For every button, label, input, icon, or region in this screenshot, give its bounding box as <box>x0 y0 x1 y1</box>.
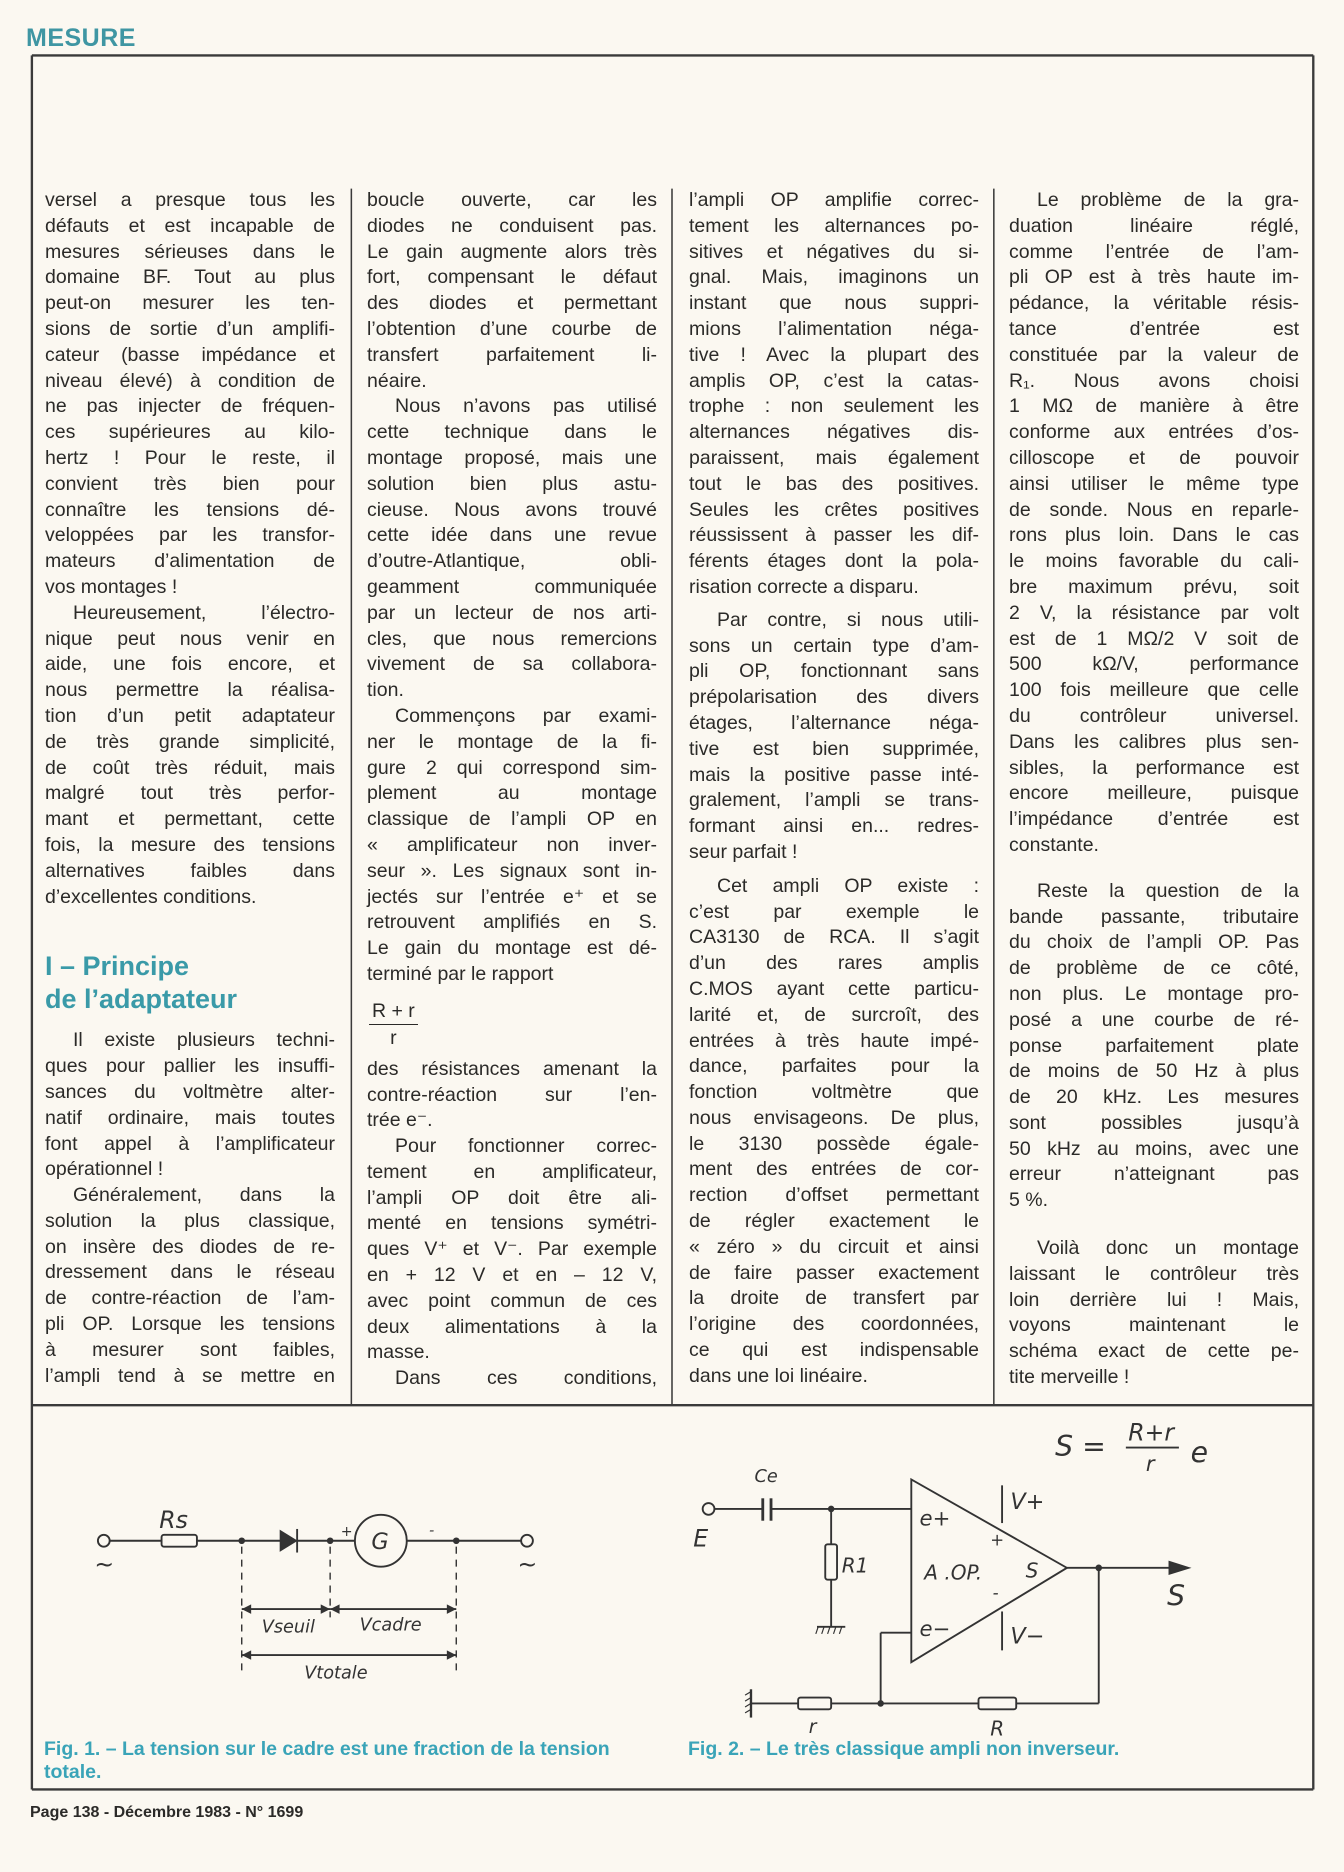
text-line: pli OP, fonctionnant sans <box>689 660 979 683</box>
text-line: vivement de sa collabora- <box>367 653 657 676</box>
text-line: tement en amplificateur, <box>367 1160 657 1183</box>
text-line: de très grande simplicité, <box>45 730 335 753</box>
text-line: c’est par exemple le <box>689 900 979 923</box>
text-line: on insère des diodes de re- <box>45 1235 335 1258</box>
text-line: fonction voltmètre que <box>689 1081 979 1104</box>
text-line: trée e⁻. <box>367 1109 433 1132</box>
label-r1: R1 <box>841 1553 869 1578</box>
text-line: Nous n’avons pas utilisé <box>395 395 657 418</box>
text-line: tive est bien supprimée, <box>689 737 979 760</box>
label-plus: + <box>990 1530 1005 1550</box>
text-line: la droite de transfert par <box>689 1287 979 1310</box>
text-line: diodes ne conduisent pas. <box>367 214 657 237</box>
text-line: seur ». Les signaux sont in- <box>367 859 657 882</box>
text-line: alternances négatives dis- <box>689 421 979 444</box>
text-line: tance d’entrée est <box>1009 317 1299 340</box>
text-line: menté en tensions symétri- <box>367 1212 657 1235</box>
text-line: cieuse. Nous avons trouvé <box>367 498 657 521</box>
text-line: de coût très réduit, mais <box>45 756 335 779</box>
text-line: font appel à l’amplificateur <box>45 1132 335 1155</box>
label-minus: - <box>992 1583 999 1603</box>
text-line: schéma exact de cette pe- <box>1009 1340 1299 1363</box>
text-line: fort, compensant le défaut <box>367 266 657 289</box>
text-line: solution la plus classique, <box>45 1209 335 1232</box>
heading-line: de l’adaptateur <box>45 984 238 1015</box>
text-line: Le gain augmente alors très <box>367 240 657 263</box>
label-plus: + <box>340 1524 353 1541</box>
text-line: ner le montage de la fi- <box>367 730 657 753</box>
label-vtotale: Vtotale <box>304 1663 368 1684</box>
label-vseuil: Vseuil <box>261 1617 315 1638</box>
text-line: sibles, la performance est <box>1009 756 1299 779</box>
text-line: ne pas injecter de fréquen- <box>45 395 335 418</box>
text-line: ment des entrées de cor- <box>689 1158 979 1181</box>
label-v-plus: V+ <box>1010 1488 1045 1515</box>
text-line: posé a une courbe de ré- <box>1009 1008 1299 1031</box>
text-line: de faire passer exactement <box>689 1261 979 1284</box>
text-line: en + 12 V et en – 12 V, <box>367 1264 657 1287</box>
label-aop: A .OP. <box>924 1560 983 1585</box>
text-line: retrouvent amplifiés en S. <box>367 911 657 934</box>
section-rubric: MESURE <box>26 24 136 52</box>
figure-2-caption: Fig. 2. – Le très classique ampli non inverseur. <box>688 1738 1120 1760</box>
text-line: gure 2 qui correspond sim- <box>367 756 657 779</box>
text-line: jectés sur l’entrée e⁺ et se <box>367 885 657 908</box>
input-terminal-e <box>703 1503 715 1515</box>
text-line: CA3130 de RCA. Il s’agit <box>689 926 979 949</box>
text-line: contre-réaction sur l’en- <box>367 1083 657 1106</box>
text-line: d’un des rares amplis <box>689 952 979 975</box>
text-line: mesures sérieuses dans le <box>45 240 335 263</box>
text-line: domaine BF. Tout au plus <box>45 266 335 289</box>
text-line: Seules les crêtes positives <box>689 498 979 521</box>
text-line: tout le bas des positives. <box>689 472 979 495</box>
text-line: l’ampli tend à se mettre en <box>45 1364 335 1387</box>
text-line: C.MOS ayant cette particu- <box>689 977 979 1000</box>
formula-e: e <box>1190 1435 1209 1469</box>
formula-denominator: r <box>1145 1452 1155 1478</box>
text-line: plement au montage <box>367 782 657 805</box>
text-line: « zéro » du circuit et ainsi <box>689 1235 979 1258</box>
text-line: constituée par la valeur de <box>1009 343 1299 366</box>
text-line: d’outre-Atlantique, obli- <box>367 550 657 573</box>
label-big-r: R <box>990 1716 1005 1741</box>
text-line: sitives et négatives du si- <box>689 240 979 263</box>
text-line: par un lecteur de nos arti- <box>367 601 657 624</box>
text-line: nous permettre la réalisa- <box>45 679 335 702</box>
text-line: veloppées par les transfor- <box>45 524 335 547</box>
text-line: solution bien plus astu- <box>367 472 657 495</box>
figure-1-schematic <box>94 1506 537 1684</box>
text-line: duation linéaire réglé, <box>1009 214 1299 237</box>
text-line: cette idée dans une revue <box>367 524 657 547</box>
text-line: dans une loi linéaire. <box>689 1364 868 1387</box>
label-e-minus: e− <box>919 1617 951 1643</box>
figure-2-schematic <box>693 1419 1208 1741</box>
text-line: défauts et est incapable de <box>45 214 335 237</box>
text-line: Le gain du montage est dé- <box>367 937 657 960</box>
text-line: l’origine des coordonnées, <box>689 1313 979 1336</box>
figure-1-caption: Fig. 1. – La tension sur le cadre est une fraction de la tension totale. <box>44 1738 610 1783</box>
output-arrow <box>1169 1562 1188 1574</box>
label-small-r: r <box>808 1715 817 1738</box>
page-footer: Page 138 - Décembre 1983 - N° 1699 <box>30 1804 304 1821</box>
text-line: montage proposé, mais une <box>367 446 657 469</box>
text-line: « amplificateur non inver- <box>367 833 657 856</box>
text-line: dressement dans le réseau <box>45 1261 335 1284</box>
text-line: peut-on mesurer les ten- <box>45 292 335 315</box>
text-line: du choix de l’ampli OP. Pas <box>1009 931 1299 954</box>
text-line: férents étages dont la pola- <box>689 550 979 573</box>
text-line: cette technique dans le <box>367 421 657 444</box>
text-line: le 3130 possède égale- <box>689 1132 979 1155</box>
label-e-plus: e+ <box>919 1506 951 1532</box>
text-line: bre maximum prévu, soit <box>1009 575 1299 598</box>
text-line: étages, l’alternance néga- <box>689 711 979 734</box>
text-line: l’ampli OP amplifie correc- <box>689 189 979 211</box>
text-line: sons un certain type d’am- <box>689 634 979 657</box>
text-line: deux alimentations à la <box>367 1315 657 1338</box>
text-line: cateur (basse impédance et <box>45 343 335 366</box>
label-v-minus: V− <box>1010 1623 1045 1650</box>
text-line: nique peut nous venir en <box>45 627 335 650</box>
text-line: est de 1 MΩ/2 V soit de <box>1009 627 1299 650</box>
text-line: comme l’entrée de l’am- <box>1009 240 1299 263</box>
page-frame <box>32 55 1313 1789</box>
text-line: avec point commun de ces <box>367 1289 657 1312</box>
text-line: mant et permettant, cette <box>45 808 335 831</box>
text-line: pli OP est à très haute im- <box>1009 266 1299 289</box>
text-line: gnal. Mais, imaginons un <box>689 266 979 289</box>
resistor-rs <box>162 1535 197 1547</box>
text-line: tion d’un petit adaptateur <box>45 704 335 727</box>
text-line: Le problème de la gra- <box>1037 189 1299 211</box>
text-line: Dans les calibres plus sen- <box>1009 730 1299 753</box>
text-line: Il existe plusieurs techni- <box>73 1029 335 1052</box>
text-line: loin derrière lui ! Mais, <box>1009 1288 1299 1311</box>
text-line: mions l’alimentation néga- <box>689 317 979 340</box>
text-line: de régler exactement le <box>689 1210 979 1233</box>
text-line: Commençons par exami- <box>395 704 657 727</box>
resistor-r1 <box>825 1544 837 1579</box>
text-line: non plus. Le montage pro- <box>1009 982 1299 1005</box>
text-line: Dans ces conditions, <box>395 1367 657 1390</box>
text-line: constante. <box>1009 833 1099 856</box>
text-line: de contre-réaction de l’am- <box>45 1287 335 1310</box>
text-line: Par contre, si nous utili- <box>717 608 979 631</box>
text-line: prépolarisation des divers <box>689 686 979 709</box>
ac-symbol-right: ~ <box>517 1550 538 1579</box>
fraction-denominator: r <box>390 1026 397 1049</box>
input-terminal <box>98 1535 110 1547</box>
label-s-output: S <box>1167 1579 1186 1613</box>
text-line: à mesurer sont faibles, <box>45 1338 335 1361</box>
text-line: sont possibles jusqu’à <box>1009 1111 1299 1134</box>
text-line: pédance, la véritable résis- <box>1009 292 1299 315</box>
text-line: dance, parfaites pour la <box>689 1055 979 1078</box>
text-line: mateurs d’alimentation de <box>45 550 335 573</box>
text-line: Heureusement, l’électro- <box>73 601 335 624</box>
text-line: conforme aux entrées d’os- <box>1009 421 1299 444</box>
text-line: bande passante, tributaire <box>1009 905 1299 928</box>
text-line: paraissent, mais également <box>689 446 979 469</box>
text-line: de moins de 50 Hz à plus <box>1009 1060 1299 1083</box>
output-terminal <box>521 1535 533 1547</box>
text-line: boucle ouverte, car les <box>367 189 657 211</box>
text-line: tement les alternances po- <box>689 214 979 237</box>
text-line: ce qui est indispensable <box>689 1339 979 1362</box>
text-line: masse. <box>367 1341 430 1364</box>
text-line: tive ! Avec la plupart des <box>689 343 979 366</box>
text-line: connaître les tensions dé- <box>45 498 335 521</box>
text-line: vos montages ! <box>45 575 178 598</box>
text-line: hertz ! Pour le reste, il <box>45 446 335 469</box>
text-line: cilloscope et de pouvoir <box>1009 446 1299 469</box>
heading-line: I – Principe <box>45 951 190 982</box>
text-line: laissant le contrôleur très <box>1009 1262 1299 1285</box>
text-line: du contrôleur universel. <box>1009 704 1299 727</box>
text-line: trophe : non seulement les <box>689 395 979 418</box>
text-line: 50 kHz au moins, avec une <box>1009 1137 1299 1160</box>
text-line: transfert parfaitement li- <box>367 343 657 366</box>
text-line: l’impédance d’entrée est <box>1009 808 1299 831</box>
text-line: alternatives faibles dans <box>45 859 335 882</box>
text-line: ques V⁺ et V⁻. Par exemple <box>367 1238 657 1261</box>
text-line: Voilà donc un montage <box>1037 1237 1299 1260</box>
text-line: convient très bien pour <box>45 472 335 495</box>
text-line: voyons maintenant le <box>1009 1314 1299 1337</box>
text-line: 1 MΩ de manière à être <box>1009 395 1299 418</box>
label-e-input: E <box>693 1524 709 1553</box>
text-line: réussissent à passer les dif- <box>689 524 979 547</box>
text-line: 5 %. <box>1009 1189 1049 1212</box>
text-line: rection d’offset permettant <box>689 1184 979 1207</box>
text-line: de problème de ce côté, <box>1009 957 1299 980</box>
text-line: larité et, de surcroît, des <box>689 1003 979 1026</box>
resistor-big-r <box>978 1698 1016 1710</box>
text-line: pli OP. Lorsque les tensions <box>45 1313 335 1336</box>
text-line: ponse parfaitement plate <box>1009 1034 1299 1057</box>
text-line: l’ampli OP doit être ali- <box>367 1186 657 1209</box>
formula-numerator: R+r <box>1128 1418 1175 1447</box>
label-ce: Ce <box>754 1466 778 1487</box>
text-line: amplis OP, c’est la catas- <box>689 369 979 392</box>
text-line: natif ordinaire, mais toutes <box>45 1106 335 1129</box>
fraction-numerator: R + r <box>369 998 418 1025</box>
text-line: tion. <box>367 679 404 702</box>
text-line: 2 V, la résistance par volt <box>1009 601 1299 624</box>
text-line: classique de l’ampli OP en <box>367 808 657 831</box>
text-line: ces supérieures au kilo- <box>45 421 335 444</box>
text-line: terminé par le rapport <box>367 962 554 985</box>
text-line: sions de sortie d’un amplifi- <box>45 317 335 340</box>
ac-symbol-left: ~ <box>94 1550 115 1579</box>
text-line: Généralement, dans la <box>73 1184 335 1207</box>
text-line: versel a presque tous les <box>45 189 335 211</box>
text-line: risation correcte a disparu. <box>689 575 919 598</box>
text-line: seur parfait ! <box>689 840 798 863</box>
text-line: mais la positive passe inté- <box>689 763 979 786</box>
text-line: niveau élevé) à condition de <box>45 369 335 392</box>
text-line: tite merveille ! <box>1009 1366 1130 1389</box>
text-line: néaire. <box>367 369 427 392</box>
text-line: formant ainsi en... redres- <box>689 815 979 838</box>
text-line: malgré tout très perfor- <box>45 782 335 805</box>
text-line: opérationnel ! <box>45 1158 164 1181</box>
text-line: sances du voltmètre alter- <box>45 1080 335 1103</box>
text-line: entrées à très haute impé- <box>689 1029 979 1052</box>
text-line: instant que nous suppri- <box>689 292 979 315</box>
text-line: R₁. Nous avons choisi <box>1009 369 1299 392</box>
text-line: aide, une fois encore, et <box>45 653 335 676</box>
label-vcadre: Vcadre <box>359 1615 422 1636</box>
text-line: Reste la question de la <box>1037 879 1299 902</box>
label-minus: - <box>429 1522 435 1539</box>
text-line: ques pour pallier les insuffi- <box>45 1055 335 1078</box>
resistor-small-r <box>798 1698 831 1710</box>
formula-lhs: S = <box>1055 1429 1106 1463</box>
text-line: des diodes et permettant <box>367 292 657 315</box>
text-line: ainsi utiliser le même type <box>1009 472 1299 495</box>
text-line: geamment communiquée <box>367 575 657 598</box>
label-s-inner: S <box>1025 1558 1039 1583</box>
text-line: fois, la mesure des tensions <box>45 833 335 856</box>
text-line: cles, que nous remercions <box>367 627 657 650</box>
text-line: le moins favorable du cali- <box>1009 550 1299 573</box>
text-line: Cet ampli OP existe : <box>717 874 979 897</box>
text-line: de sonde. Nous en reparle- <box>1009 498 1299 521</box>
label-rs: Rs <box>159 1505 188 1534</box>
text-line: nous envisageons. De plus, <box>689 1106 979 1129</box>
text-line: encore meilleure, puisque <box>1009 782 1299 805</box>
label-g: G <box>371 1528 389 1555</box>
text-line: des résistances amenant la <box>367 1057 657 1080</box>
text-line: de 20 kHz. Les mesures <box>1009 1086 1299 1109</box>
text-line: d’excellentes conditions. <box>45 885 257 908</box>
text-line: Pour fonctionner correc- <box>395 1135 657 1158</box>
text-line: 100 fois meilleure que celle <box>1009 679 1299 702</box>
diode <box>281 1531 296 1550</box>
text-line: l’obtention d’une courbe de <box>367 317 657 340</box>
text-line: rons plus loin. Dans le cas <box>1009 524 1299 547</box>
text-line: erreur n’atteignant pas <box>1009 1163 1299 1186</box>
text-line: 500 kΩ/V, performance <box>1009 653 1299 676</box>
text-line: gralement, l’ampli se trans- <box>689 789 979 812</box>
